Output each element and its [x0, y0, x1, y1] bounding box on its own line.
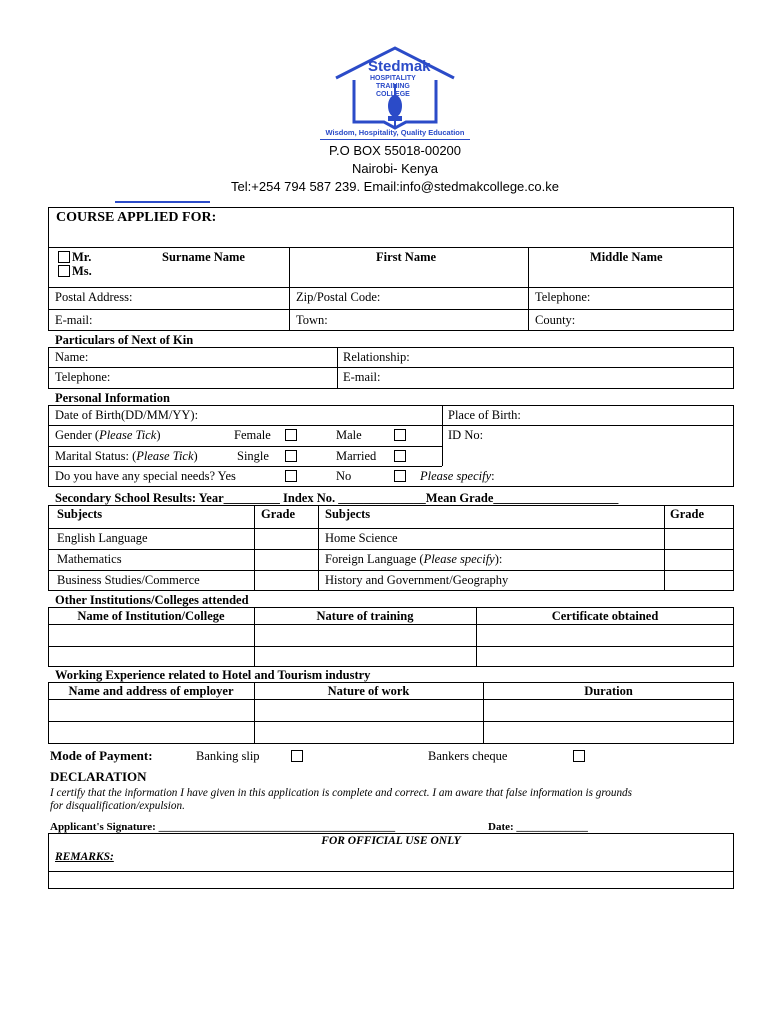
subject-home-science: Home Science	[325, 531, 398, 545]
marital-label: Marital Status: (Please Tick)	[55, 449, 198, 463]
logo-sub-3: COLLEGE	[376, 91, 410, 98]
motto-rule	[320, 139, 470, 140]
pob-field[interactable]: Place of Birth:	[448, 408, 521, 422]
bankers-cheque-checkbox[interactable]	[573, 750, 585, 762]
first-name-header: First Name	[376, 250, 437, 264]
id-no-field[interactable]: ID No:	[448, 428, 484, 442]
logo-sub-2: TRAINING	[376, 83, 410, 90]
needs-no-label: No	[336, 469, 352, 483]
header-rule	[115, 201, 210, 203]
course-applied-box[interactable]	[48, 207, 734, 331]
bankers-cheque-label: Bankers cheque	[428, 749, 508, 763]
grade-header-left: Grade	[261, 507, 296, 521]
male-checkbox[interactable]	[394, 429, 406, 441]
banking-slip-checkbox[interactable]	[291, 750, 303, 762]
mr-label: Mr.	[72, 250, 92, 264]
logo-motto: Wisdom, Hospitality, Quality Education	[325, 128, 465, 137]
declaration-text-2: for disqualification/expulsion.	[50, 800, 185, 812]
declaration-heading: DECLARATION	[50, 769, 147, 784]
needs-no-checkbox[interactable]	[394, 470, 406, 482]
logo-sub-1: HOSPITALITY	[370, 75, 416, 82]
kin-relationship-field[interactable]: Relationship:	[343, 350, 410, 364]
mr-checkbox[interactable]	[58, 251, 70, 263]
special-needs-label: Do you have any special needs? Yes	[55, 469, 236, 483]
banking-slip-label: Banking slip	[196, 749, 260, 763]
subject-business: Business Studies/Commerce	[57, 573, 200, 587]
official-use-heading: FOR OFFICIAL USE ONLY	[321, 835, 461, 847]
needs-yes-checkbox[interactable]	[285, 470, 297, 482]
email-field[interactable]: E-mail:	[55, 313, 93, 327]
declaration-text-1: I certify that the information I have given in this application is complete and correct. I am aware that false information is grounds	[50, 787, 632, 799]
secondary-heading: Secondary School Results: Year_________ Index No. ______________Mean Grade____________________	[55, 491, 619, 505]
single-checkbox[interactable]	[285, 450, 297, 462]
certificate-header: Certificate obtained	[551, 609, 659, 623]
kin-heading: Particulars of Next of Kin	[55, 333, 194, 347]
ms-label: Ms.	[72, 264, 92, 278]
contact-line: Tel:+254 794 587 239. Email:info@stedmakcollege.co.ke	[231, 179, 559, 194]
town-field[interactable]: Town:	[296, 313, 328, 327]
institutions-heading: Other Institutions/Colleges attended	[55, 593, 249, 607]
institution-name-header: Name of Institution/College	[77, 609, 225, 623]
subjects-header-left: Subjects	[57, 507, 103, 521]
subject-foreign-language[interactable]: Foreign Language (Please specify):	[325, 552, 503, 566]
kin-name-field[interactable]: Name:	[55, 350, 89, 364]
postal-address-field[interactable]: Postal Address:	[55, 290, 133, 304]
subjects-header-right: Subjects	[325, 507, 371, 521]
female-label: Female	[234, 428, 271, 442]
payment-label: Mode of Payment:	[50, 748, 153, 763]
dob-field[interactable]: Date of Birth(DD/MM/YY):	[55, 408, 199, 422]
middle-name-header: Middle Name	[590, 250, 663, 264]
remarks-field[interactable]: REMARKS:	[55, 851, 114, 863]
county-field[interactable]: County:	[535, 313, 576, 327]
applicant-signature-field[interactable]: Applicant's Signature: ___________________________________________	[50, 821, 396, 833]
subject-history: History and Government/Geography	[325, 573, 509, 587]
female-checkbox[interactable]	[285, 429, 297, 441]
kin-telephone-field[interactable]: Telephone:	[55, 370, 111, 384]
ms-checkbox[interactable]	[58, 265, 70, 277]
single-label: Single	[237, 449, 269, 463]
date-field[interactable]: Date: _____________	[488, 821, 588, 833]
address-line-2: Nairobi- Kenya	[352, 161, 438, 176]
personal-heading: Personal Information	[55, 391, 170, 405]
married-checkbox[interactable]	[394, 450, 406, 462]
gender-label: Gender (Please Tick)	[55, 428, 161, 442]
male-label: Male	[336, 428, 362, 442]
kin-email-field[interactable]: E-mail:	[343, 370, 381, 384]
surname-header: Surname Name	[162, 250, 245, 264]
work-nature-header: Nature of work	[327, 684, 410, 698]
course-applied-label: COURSE APPLIED FOR:	[56, 210, 217, 225]
address-line-1: P.O BOX 55018-00200	[328, 143, 462, 158]
grade-header-right: Grade	[670, 507, 705, 521]
training-nature-header: Nature of training	[316, 609, 414, 623]
married-label: Married	[336, 449, 377, 463]
duration-header: Duration	[584, 684, 633, 698]
employer-header: Name and address of employer	[68, 684, 234, 698]
telephone-field[interactable]: Telephone:	[535, 290, 591, 304]
subject-english: English Language	[57, 531, 148, 545]
logo-name: Stedmak	[368, 58, 431, 75]
subject-mathematics: Mathematics	[57, 552, 122, 566]
experience-heading: Working Experience related to Hotel and Tourism industry	[55, 668, 371, 682]
zip-code-field[interactable]: Zip/Postal Code:	[296, 290, 381, 304]
needs-specify-label[interactable]: Please specify:	[420, 469, 495, 483]
